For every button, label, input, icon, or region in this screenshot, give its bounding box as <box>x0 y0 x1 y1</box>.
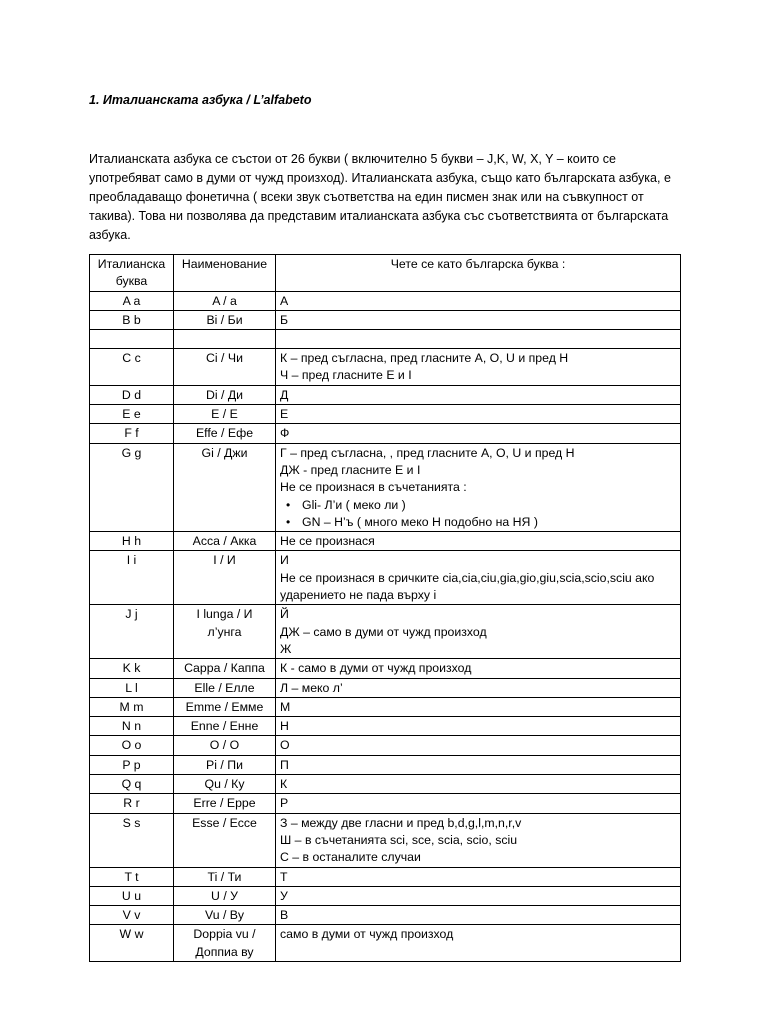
reads-as-cell <box>276 736 681 755</box>
table-row <box>90 330 681 349</box>
name-cell: I / И <box>174 551 276 605</box>
letter-cell: Q q <box>90 775 174 794</box>
reads-as-cell <box>276 349 681 386</box>
reads-as-cell <box>276 532 681 551</box>
name-cell: Cappa / Каппа <box>174 659 276 678</box>
reads-as-line: К – пред съгласна, пред гласните A, O, U и пред H <box>280 351 569 366</box>
alphabet-table-body <box>90 255 681 962</box>
reads-as-cell <box>276 605 681 659</box>
reads-as-cell <box>276 906 681 925</box>
header-name: Наименование <box>174 255 276 292</box>
table-row <box>90 532 681 551</box>
header-letter: Италианска буква <box>90 255 174 292</box>
reads-as-line: И <box>280 553 289 568</box>
table-row <box>90 443 681 531</box>
intro-paragraph: Италианската азбука се състои от 26 букви ( включително 5 букви – J,K, W, X, Y – които се употребяват само в думи от чужд произход). Италианската азбука, също като българската азбука, е преобладаващо фонетична ( всеки звук съответства на един писмен знак или на съвкупност от такива). Това ни позволява да представим италианската азбука със съответствията от българската азбука. <box>89 152 671 242</box>
table-row <box>90 659 681 678</box>
reads-as-line: К - само в думи от чужд произход <box>280 661 472 676</box>
name-cell: Ti / Ти <box>174 867 276 886</box>
name-cell: Vu / Ву <box>174 906 276 925</box>
reads-as-cell <box>276 659 681 678</box>
letter-cell: O o <box>90 736 174 755</box>
reads-as-cell <box>276 755 681 774</box>
table-row <box>90 736 681 755</box>
name-cell: Acca / Акка <box>174 532 276 551</box>
reads-as-line: Н <box>280 719 289 734</box>
name-cell: E / E <box>174 405 276 424</box>
table-row <box>90 886 681 905</box>
reads-as-cell <box>276 886 681 905</box>
letter-cell: R r <box>90 794 174 813</box>
letter-cell: W w <box>90 925 174 962</box>
letter-cell: V v <box>90 906 174 925</box>
bullet-item: • GN – Н’ъ ( много меко Н подобно на НЯ ) <box>280 514 676 531</box>
reads-as-line: Т <box>280 869 288 884</box>
table-row <box>90 349 681 386</box>
letter-cell: I i <box>90 551 174 605</box>
header-reads-as: Чете се като българска буква : <box>276 255 681 292</box>
letter-cell: D d <box>90 385 174 404</box>
letter-cell: M m <box>90 697 174 716</box>
table-row <box>90 775 681 794</box>
letter-cell: T t <box>90 867 174 886</box>
reads-as-line: А <box>280 293 289 308</box>
name-cell: Enne / Енне <box>174 717 276 736</box>
letter-cell: B b <box>90 310 174 329</box>
letter-cell: P p <box>90 755 174 774</box>
name-cell: Bi / Би <box>174 310 276 329</box>
table-row <box>90 605 681 659</box>
reads-as-cell <box>276 678 681 697</box>
letter-cell: S s <box>90 813 174 867</box>
name-cell: Emme / Емме <box>174 697 276 716</box>
name-cell: Doppia vu / Доппиа ву <box>174 925 276 962</box>
letter-cell: C c <box>90 349 174 386</box>
reads-as-cell <box>276 867 681 886</box>
reads-as-cell <box>276 310 681 329</box>
letter-cell: G g <box>90 443 174 531</box>
name-cell: Gi / Джи <box>174 443 276 531</box>
letter-cell: N n <box>90 717 174 736</box>
table-header-row <box>90 255 681 292</box>
reads-as-line: Не се произнася в сричките cia,cia,ciu,gia,gio,giu,scia,scio,sciu ако ударението не пада върху i <box>280 570 655 603</box>
reads-as-cell <box>276 291 681 310</box>
table-row <box>90 310 681 329</box>
reads-as-cell <box>276 551 681 605</box>
reads-as-line: О <box>280 738 290 753</box>
letter-cell: L l <box>90 678 174 697</box>
table-row <box>90 291 681 310</box>
reads-as-line: Ш – в съчетанията sci, sce, scia, scio, sciu <box>280 832 518 847</box>
reads-as-line: П <box>280 757 289 772</box>
letter-cell: E e <box>90 405 174 424</box>
reads-as-cell <box>276 925 681 962</box>
letter-cell: J j <box>90 605 174 659</box>
name-cell: I lunga / И л’унга <box>174 605 276 659</box>
table-row <box>90 405 681 424</box>
reads-as-line: Л – меко л’ <box>280 680 343 695</box>
table-row <box>90 551 681 605</box>
reads-as-cell <box>276 443 681 531</box>
reads-as-line: само в думи от чужд произход <box>280 927 454 942</box>
letter-cell <box>90 330 174 349</box>
name-cell <box>174 330 276 349</box>
reads-as-cell <box>276 697 681 716</box>
reads-as-cell <box>276 405 681 424</box>
section-heading: 1. Италианската азбука / L’alfabeto <box>89 93 312 107</box>
reads-as-cell <box>276 717 681 736</box>
reads-as-cell <box>276 775 681 794</box>
table-row <box>90 755 681 774</box>
reads-as-line: В <box>280 908 289 923</box>
reads-as-line: Е <box>280 407 289 422</box>
reads-as-line: Не се произнася <box>280 534 375 549</box>
letter-cell: F f <box>90 424 174 443</box>
reads-as-line: ДЖ – само в думи от чужд произход <box>280 624 487 639</box>
name-cell: Effe / Ефе <box>174 424 276 443</box>
reads-as-line: Д <box>280 387 289 402</box>
reads-as-line: Не се произнася в съчетанията : <box>280 480 467 495</box>
reads-as-line: М <box>280 699 291 714</box>
table-row <box>90 717 681 736</box>
name-cell: Elle / Елле <box>174 678 276 697</box>
name-cell: U / У <box>174 886 276 905</box>
reads-as-line: У <box>280 888 288 903</box>
reads-as-line: Й <box>280 607 289 622</box>
name-cell: Erre / Ерре <box>174 794 276 813</box>
reads-as-line: С – в останалите случаи <box>280 850 421 865</box>
reads-as-line: Р <box>280 796 289 811</box>
reads-as-cell <box>276 813 681 867</box>
name-cell: Pi / Пи <box>174 755 276 774</box>
reads-as-line: Г – пред съгласна, , пред гласните A, O, U и пред H <box>280 445 575 460</box>
reads-as-line: ДЖ - пред гласните E и I <box>280 462 421 477</box>
reads-as-cell <box>276 794 681 813</box>
name-cell: O / O <box>174 736 276 755</box>
reads-as-line: Ч – пред гласните E и I <box>280 368 412 383</box>
bullet-item: • Gli- Л’и ( меко ли ) <box>280 497 676 514</box>
name-cell: Di / Ди <box>174 385 276 404</box>
table-row <box>90 925 681 962</box>
reads-as-cell <box>276 385 681 404</box>
letter-cell: A a <box>90 291 174 310</box>
table-row <box>90 906 681 925</box>
letter-cell: H h <box>90 532 174 551</box>
table-row <box>90 794 681 813</box>
reads-as-line: Ж <box>280 641 292 656</box>
reads-as-cell <box>276 330 681 349</box>
reads-as-line: Б <box>280 312 289 327</box>
name-cell: Qu / Ку <box>174 775 276 794</box>
table-row <box>90 424 681 443</box>
table-row <box>90 813 681 867</box>
table-row <box>90 678 681 697</box>
name-cell: Ci / Чи <box>174 349 276 386</box>
letter-cell: K k <box>90 659 174 678</box>
reads-as-line: Ф <box>280 426 290 441</box>
name-cell: Esse / Ессе <box>174 813 276 867</box>
reads-as-cell <box>276 424 681 443</box>
alphabet-table <box>89 254 681 962</box>
reads-as-line: К <box>280 777 288 792</box>
table-row <box>90 867 681 886</box>
name-cell: A / a <box>174 291 276 310</box>
reads-as-line: З – между две гласни и пред b,d,g,l,m,n,r,v <box>280 815 522 830</box>
table-row <box>90 385 681 404</box>
letter-cell: U u <box>90 886 174 905</box>
table-row <box>90 697 681 716</box>
